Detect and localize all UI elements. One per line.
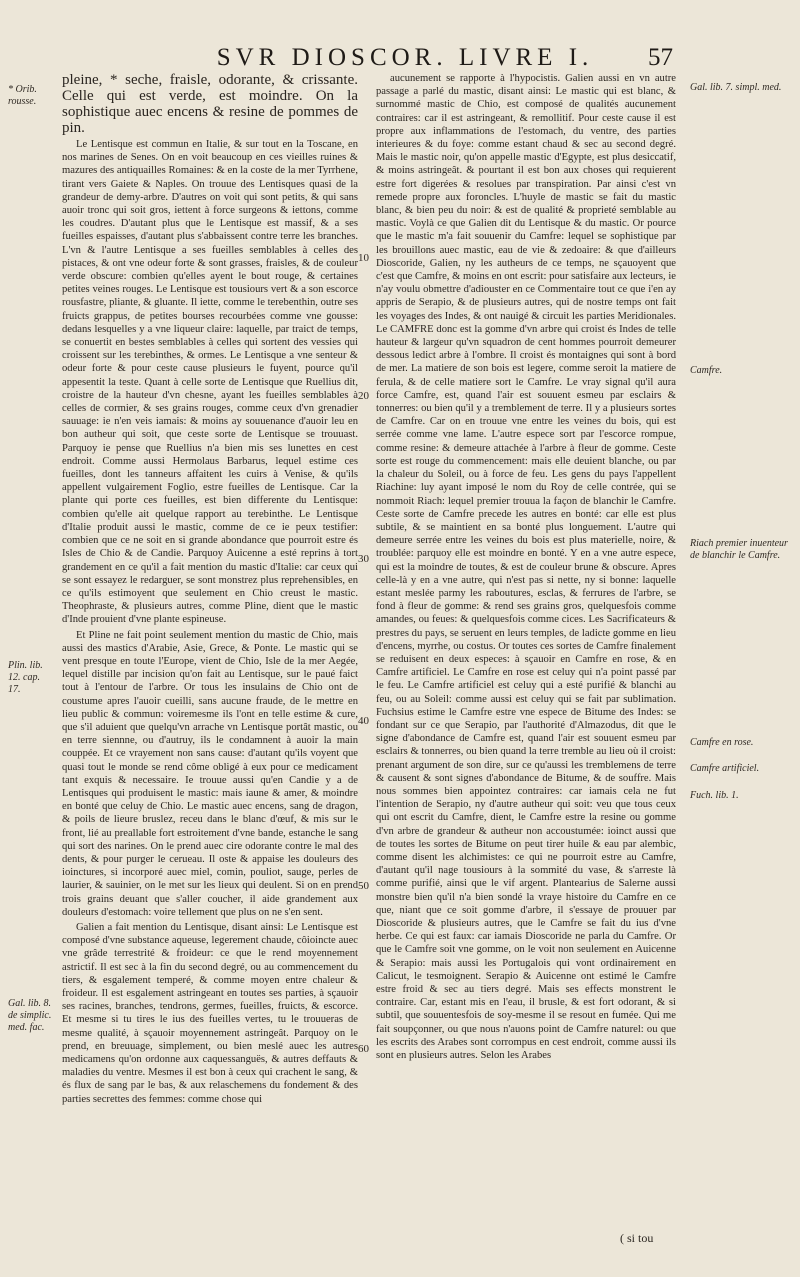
margin-note-oribase: * Orib. rousse. xyxy=(8,84,37,107)
line-number-30: 30 xyxy=(358,553,369,565)
line-number-40: 40 xyxy=(358,715,369,727)
margin-note-riach: Riach premier inuenteur de blanchir le Camfre. xyxy=(690,538,788,561)
paragraph: Le Lentisque est commun en Italie, & sur tout en la Toscane, en nos marines de Senes. On en voit beaucoup en ces vieilles ruines & mazures des antiquailles Romaines: & en la coste de la mer Tyrrhene, tirant vers Gaiete & Naples. On trouue des Lentisques quasi de la grandeur de demy-arbre. D'autres on voit qui sont petits, & qui sans auoir tronc qui soit gros, iettent à force surgeons & iettons, comme les coudres. D'autant plus que le Lentisque est massif, & a ses fueilles espaisses, d'autant plus s'abbaissent contre terre les branches. L'vn & l'autre Lentisque a ses fueilles semblables à celles des pistaces, & ont vne odeur forte & sont grasses, fraisles, & de couleur verde obscure: combien qu'elles ayent le bout rouge, & certaines petites veines rouges. Le Lentisque est tousiours vert & a son escorce rousfastre, pliante, & gluante. Il iette, comme le terebenthin, outre ses fruicts grappus, de petites bourses recourbées comme vne gousse: dedans lesquelles y a vne liqueur claire: laquelle, par traict de temps, se conuertit en bestes semblables à celles qui sortent des vessies qui croissent sur les terebinthes, & ormes. Le Lentisque a vne senteur & odeur forte & pour ceste cause plusieurs le fuyent, pource qu'il appesentit la teste. Quant à celle sorte de Lentisque que Ruellius dit, croistre de la hauteur d'vn chesne, ayant les fueilles semblables à celles de cormier, & ses grains rouges, comme ceux d'vn grenadier sauuage: ie n'en veis iamais: & moins ay souuenance d'auoir leu en bon autheur qui soit, que ceste sorte de Lentisque se trouuast. Parquoy ie pense que Ruellius n'a bien mis ses lunettes en cest endroit. Comme aussi Hermolaus Barbarus, lequel estime ces fueilles, dont les tanneurs affaitent les cuirs à Venise, & qu'ils appellent vulgairement Foglio, estre fueilles de Lentisque. Car la plante qui porte ces fueilles, est bien differente du Lentisque: combien qu'elle ait quelque rapport au terebinthe. Le Lentisque d'Italie produit aussi le mastic, comme de ce ie peux testifier: combien que ce ne soit en si grande abondance que pourroit estre és Isles de Chio & de Candie. Parquoy Auicenne a esté reprins à tort grandement en ce qu'il a fait mention du mastic d'Italie: car ceux qui se sont essayez le redarguer, se sont monstrez plus reprehensibles, en ce qu'ils estimoyent que seulement en Chio creust le mastic. Theophraste, & plusieurs autres, comme Pline, dient que le mastic d'Inde prouient d'vne plante espineuse. xyxy=(62,139,358,626)
margin-note-pline: Plin. lib. 12. cap. 17. xyxy=(8,660,43,695)
margin-note-galien-left: Gal. lib. 8. de simplic. med. fac. xyxy=(8,998,52,1033)
line-number-60: 60 xyxy=(358,1043,369,1055)
margin-note-camfre-rose: Camfre en rose. xyxy=(690,737,754,748)
margin-note-camfre-artificiel: Camfre artificiel. xyxy=(690,763,760,774)
paragraph: Et Pline ne fait point seulement mention du mastic de Chio, mais aussi des mastics d'Arabie, Asie, Grece, & Ponte. Le mastic qui se vent presque en toute l'Europe, vient de Chio, Isle de la mer Aegée, lequel distille par incision qu'on fait au Lentisque, sur le paué faict tout à l'entour de l'arbre. Or tous les insulains de Chio ont de coustume apres l'auoir cueilli, sans aucune fraude, de le mettre en lieu public & commun: voiremesme ils l'ont en telle estime & cure, que s'il aduient que quelqu'vn arrache vn Lentisque portât mastic, ou en terre siennne, ou d'autruy, ils le condamnent à auoir la main couppée. Et ce vrayement non sans cause: d'autant qu'ils voyent que quasi tout le monde se rend côme obligé à eux pour ce medicament tant exquis & necessaire. Ie trouue aussi qu'en Candie y a de Lentisques qui produisent le mastic: mais iaune & amer, & moindre en bonté que celuy de Chio. Le mastic auec encens, sang de dragon, & poils de lieure bruslez, receu dans le blanc d'œuf, & mis sur le front, lié au preallable fort estroitement d'vne bande, estanche le sang qui sort des narines. On le prend auec cire odorante contre le mal des dents, & pour purger le cerueau. Il oste & appaise les douleurs des ioinctures, si incorporé auec miel, comin, pouliot, sauge, perles de laurier, & sauinier, on le met sur les lieux qui deulent. Si on en prend trois grains deuant que s'aller coucher, il aide grandement aux douleurs d'estomach: voire tellement que plus on ne s'en sent. xyxy=(62,629,358,918)
running-head: SVR DIOSCOR. LIVRE I. xyxy=(216,44,594,71)
right-text-column xyxy=(376,72,676,1064)
line-number-50: 50 xyxy=(358,880,369,892)
paragraph: aucunement se rapporte à l'hypocistis. Galien aussi en vn autre passage a parlé du mastic, disant ainsi: Le mastic qui est blanc, & surnommé mastic de Chio, est composé de qualités aucunement contraires: car il est astringeant, & remollitif. Pour ceste cause il est propre aux inflammations de l'estomach, du ventre, des parties interieures & du foye: comme estant chaud & sec au second degré. Mais le mastic noir, qu'on appelle mastic d'Egypte, est plus desiccatif, & moins astringeât. & pourtant il est bon aux choses qui requierent estre fort digerées & resolues par transpiration. Par ainsi c'est vn remede propre aux foroncles. L'huyle de mastic se fait du mastic blanc, & bien peu du noir: & est de qualité & proprieté semblable au mastic. Voylà ce que Galien dit du Lentisque & du mastic. Or pource que le mastic m'a fait souuenir du Camfre: lequel se sophistique par les brouillons auec mastic, eau de vie & zedoaire: & que d'ailleurs Dioscoride, Galien, ny les autheurs de ce temps, ne sçauoyent que c'est que Camfre, & moins en ont escrit: pour satisfaire aux lecteurs, ie n'ay voulu obmettre d'adiouster en ce Commentaire tout ce que i'en ay appris de Serapio, & de plusieurs autres, qui de nostre temps ont fait les voyages des Indes, & ont nauigé & circuit les parties Meridionales. Le CAMFRE donc est la gomme d'vn arbre qui croist és Indes de telle hauteur & largeur qu'vn squadron de cent hommes pourroit demeurer dessous ledict arbre à l'ombre. Il croist és montaignes qui sont à bord de mer. La matiere de son bois est legere, comme seroit la matiere de ferula, & de celle matiere sort le Camfre. Le vray signal qu'il aura force Camfre, est, quand l'air est souuent esmeu par esclairs & tonnerres: ou bien qu'il y a tremblement de terre. Il y a plusieurs sortes de Camfre. Car on en trouue vne entre les veines du bois, qui est serrée comme vne lame. L'autre espece sort par l'escorce rompue, comme resine: & demeure attachée à l'arbre à fleur de gomme. Ceste sorte est rouge du commencement: mais elle deuient blanche, ou par la chaleur du Soleil, ou à force de feu. Les gens du pays l'appellent Riachine: luy ayant imposé le nom du Roy de celle contrée, qui se nommoit Riach: lequel premier trouua la façon de blanchir le Camfre. Ceste sorte de Camfre precede les autres en bonté: car elle est plus subtile, & se maintient en sa bonté plus longuement. L'autre qui demeure serrée entre les veines du bois est plus materielle, noire, & troublée: parquoy elle est moindre en bonté. Y en a vne autre espece, qui est la moindre de toutes, & est de couleur brune & obscure. Apres celle-là y en a vne autre, qui n'est pas si nette, ny si bonne: laquelle estant meslée parmy les raboutures, esclas, & ferrures de l'arbre, se fond à fleur de gomme: & rend ses grains gros, quelquesfois comme amandes, ou feues: & quelquesfois comme cices. Les Sacrificateurs & prestres du pays, se seruent en leurs temples, de ladicte gomme en lieu d'encens, myrrhe, ou costus. Or toutes ces sortes de Camfre finalement se reduisent en deux especes: à sçauoir en Camfre en rose, & en Camfre artificiel. Le Camfre en rose est celuy qui n'a point passé par le feu. Le Camfre artificiel est celuy qui a esté purifié & blanchi au feu, ou au Soleil: comme aussi est celuy qui se fait par sublimation. Fuchsius estime le Camfre estre vne espece de Bitume des Indes: se fondant sur ce que Serapio, par l'authorité d'Almazodus, dit que le signe d'abondance de Camfre est, quand l'air est souuent esmeu par esclairs & tonnerres, ou bien quand la terre tremble au lieu où il croist: prenant argument de son dire, sur ce qu'aussi les tremblemens de terre & causent & sont signes d'abondance de Bitume, & de souffre. Mais nous sommes bien appointez contraires: car iamais cela ne fut l'intention de Serapio, ny d'autre autheur qui soit: veu que tous ceux qui ont escrit du Camfre, dient, le Camfre estre la resine ou gomme d'vn arbre de grandeur & autheur non accoustumée: ioinct aussi que de toutes les sortes de Bitume on peut tirer huile & eau par alembic, comme disent les alchimistes: ce qui ne pourroit estre au Camfre, d'autant qu'il nage tousiours à la sommité du vase, & s'arreste là comme purifié, ainsi que le vif argent. Plantearius de Salerne aussi monstre bien qu'il n'a bien sondé la vraye histoire du Camfre en ce que, niant que ce soit gomme d'arbre, il s'essaye de prouuer par Dioscoride & plusieurs autres, que le Camfre se fait du ius d'vne herbe. Ce qui est faux: car iamais Dioscoride ne parla du Camfre. Or que le Camfre soit vne gomme, on le voit non seulement en Auicenne & Serapio: mais aussi les Portugalois qui vont ordinairement en Calicut, le tesmoignent. Serapio & Auicenne ont estimé le Camfre estre froid & sec au tiers degré. Mais ses effects monstrent le contraire. Car, estant mis en l'eau, il brusle, & est fort odorant, & si subtil, que souuentesfois de soy-mesme il se resout en fumée. Qui me fait soupçonner, ou que nous n'auons point de Camfre naturel: ou que les escrits des Arabes sont corrompus en cest endroit, comme aussi ils sont en plusieurs autres. Selon les Arabes xyxy=(376,73,676,1062)
catchword: ( si tou xyxy=(620,1231,654,1245)
margin-note-camfre: Camfre. xyxy=(690,365,723,376)
line-number-10: 10 xyxy=(358,252,369,264)
paragraph: Galien a fait mention du Lentisque, disant ainsi: Le Lentisque est composé d'vne substance aqueuse, legerement chaude, côioincte auec vne grâde terrestrité & froideur: ce que le rend moyennement astrictif. Il est sec à la fin du second degré, ou au commencement du tiers, & esgalement temperé, & comme moyen entre chaleur & froideur. Il est esgalement astringeant en toutes ses parties, à sçauoir ses racines, branches, tendrons, germes, fueilles, fruicts, & escorce. Et mesme si tu tires le ius des fueilles vertes, tu le trouueras de mesme qualité, à sçauoir moyennement astringeât. Parquoy on le prend, en breuuage, simplement, ou bien meslé auec les autres medicamens qu'on ordonne aux caquessanguës, & autres deffauts & maladies du ventre. Mesmes il est bon à ceux qui crachent le sang, & és flux de sang par le bas, & aux relaschemens du fondement & des parties secrettes des femmes: comme chose qui xyxy=(62,921,358,1105)
paragraph: pleine, * seche, fraisle, odorante, & crissante. Celle qui est verde, est moindre. On la sophistique auec encens & resine de pommes de pin. xyxy=(62,72,358,136)
margin-note-fuchsius: Fuch. lib. 1. xyxy=(690,790,739,801)
left-text-column xyxy=(62,72,358,1108)
page-number: 57 xyxy=(648,44,673,71)
line-number-20: 20 xyxy=(358,390,369,402)
margin-note-galien-right: Gal. lib. 7. simpl. med. xyxy=(690,82,782,93)
